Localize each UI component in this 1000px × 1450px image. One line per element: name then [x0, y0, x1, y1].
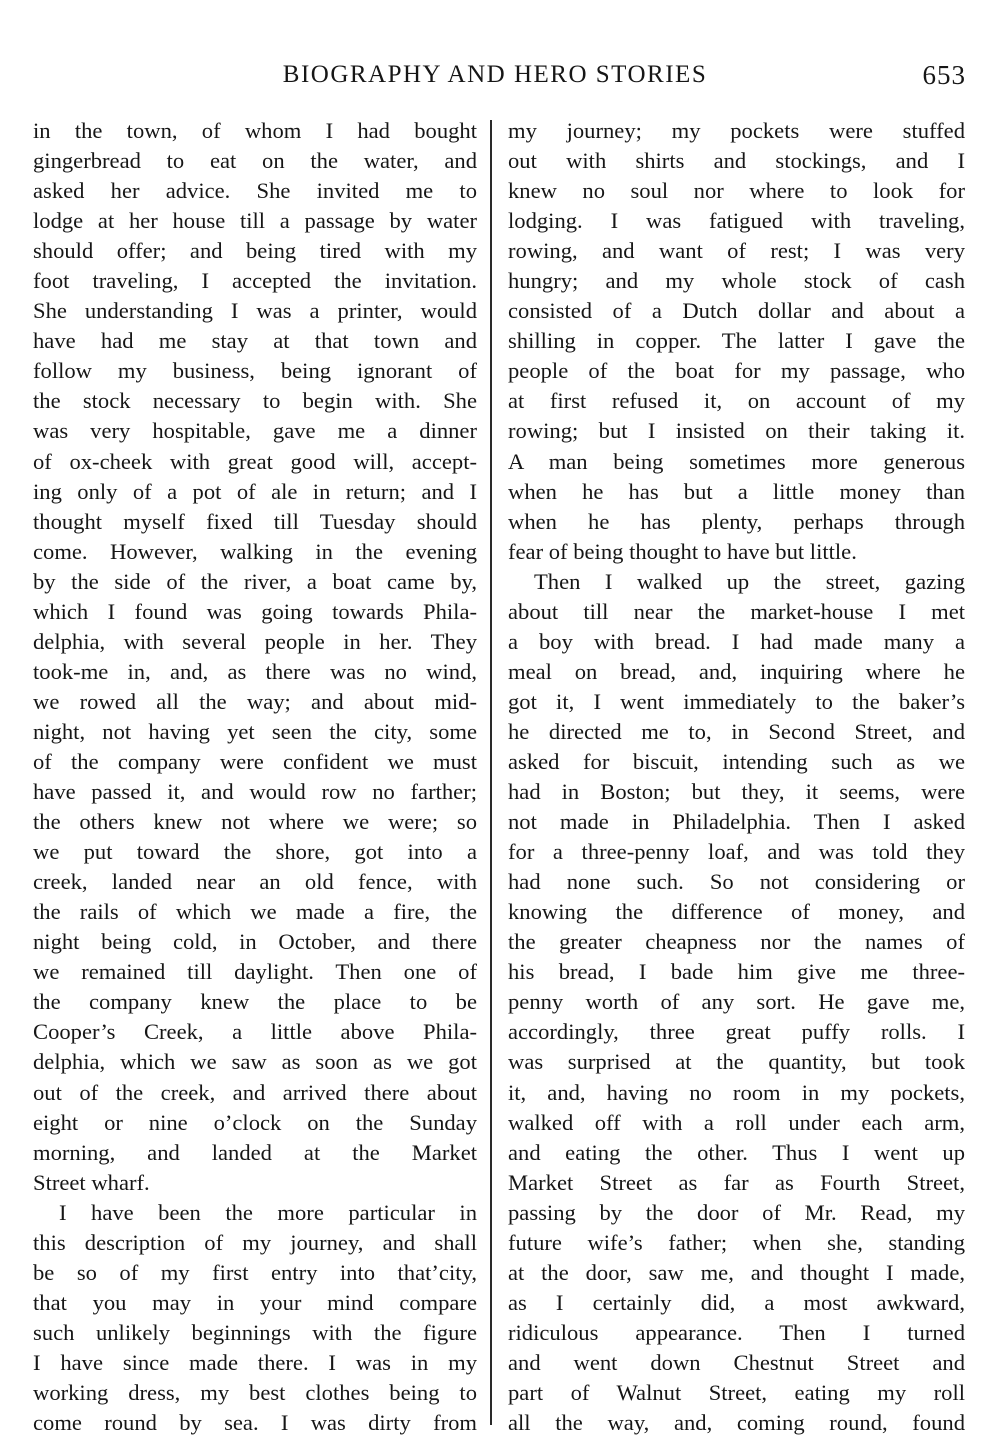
text-line: he directed me to, in Second Street, and	[508, 718, 965, 744]
text-line: ridiculous appearance. Then I turned	[508, 1319, 965, 1345]
text-line: delphia, which we saw as soon as we got	[33, 1049, 477, 1075]
text-line: have had me stay at that town and	[33, 328, 477, 354]
text-line: was surprised at the quantity, but took	[508, 1049, 965, 1075]
text-line: part of Walnut Street, eating my roll	[508, 1379, 965, 1405]
text-line: we remained till daylight. Then one of	[33, 959, 477, 985]
text-line: eight or nine o’clock on the Sunday	[33, 1109, 477, 1135]
text-line: such unlikely beginnings with the figure	[33, 1319, 477, 1345]
text-line: She understanding I was a printer, would	[33, 298, 477, 324]
left-column	[33, 116, 477, 1438]
text-line: future wife’s father; when she, standing	[508, 1229, 965, 1255]
text-line: be so of my first entry into that’city,	[33, 1259, 477, 1285]
text-line: meal on bread, and, inquiring where he	[508, 658, 965, 684]
text-line: had in Boston; but they, it seems, were	[508, 779, 965, 805]
text-line: this description of my journey, and shall	[33, 1229, 477, 1255]
text-line: passing by the door of Mr. Read, my	[508, 1199, 965, 1225]
text-line: Cooper’s Creek, a little above Phila-	[33, 1019, 477, 1045]
text-line: the greater cheapness nor the names of	[508, 929, 965, 955]
text-line: took-me in, and, as there was no wind,	[33, 658, 477, 684]
text-line: rowing; but I insisted on their taking it.	[508, 418, 965, 444]
text-line: lodge at her house till a passage by water	[33, 208, 477, 234]
text-line: A man being sometimes more generous	[508, 448, 965, 474]
text-line: at the door, saw me, and thought I made,	[508, 1259, 965, 1285]
text-line: at first refused it, on account of my	[508, 388, 965, 414]
text-line: thought myself fixed till Tuesday should	[33, 508, 477, 534]
text-line: we rowed all the way; and about mid-	[33, 688, 477, 714]
text-line: and went down Chestnut Street and	[508, 1349, 965, 1375]
text-line: should offer; and being tired with my	[33, 238, 477, 264]
text-line: delphia, with several people in her. They	[33, 628, 477, 654]
text-line: rowing, and want of rest; I was very	[508, 238, 965, 264]
text-line: and eating the other. Thus I went up	[508, 1139, 965, 1165]
text-line: as I certainly did, a most awkward,	[508, 1289, 965, 1315]
text-line: fear of being thought to have but little.	[508, 538, 857, 564]
text-line: Street wharf.	[33, 1169, 150, 1195]
text-line: walked off with a roll under each arm,	[508, 1109, 965, 1135]
text-line: hungry; and my whole stock of cash	[508, 268, 965, 294]
text-line: the others knew not where we were; so	[33, 809, 477, 835]
text-line: knowing the difference of money, and	[508, 899, 965, 925]
text-line: in the town, of whom I had bought	[33, 118, 477, 143]
column-divider	[490, 120, 492, 1425]
text-line: night, not having yet seen the city, some	[33, 718, 477, 744]
text-line: his bread, I bade him give me three-	[508, 959, 965, 985]
text-line: all the way, and, coming round, found	[508, 1410, 965, 1436]
text-line: asked her advice. She invited me to	[33, 178, 477, 204]
text-line: knew no soul nor where to look for	[508, 178, 965, 204]
running-title: BIOGRAPHY AND HERO STORIES	[282, 61, 708, 88]
text-line: I have since made there. I was in my	[33, 1349, 477, 1375]
text-line: out with shirts and stockings, and I	[508, 148, 965, 174]
text-line: when he has but a little money than	[508, 478, 965, 504]
text-line: the rails of which we made a fire, the	[33, 899, 477, 925]
text-line: people of the boat for my passage, who	[508, 358, 965, 384]
text-line: my journey; my pockets were stuffed	[508, 118, 965, 143]
text-line: Then I walked up the street, gazing	[534, 568, 965, 594]
text-line: have passed it, and would row no farther;	[33, 779, 477, 805]
text-line: lodging. I was fatigued with traveling,	[508, 208, 965, 234]
text-line: for a three-penny loaf, and was told they	[508, 839, 965, 865]
text-line: shilling in copper. The latter I gave the	[508, 328, 965, 354]
text-line: the company knew the place to be	[33, 989, 477, 1015]
text-line: penny worth of any sort. He gave me,	[508, 989, 965, 1015]
text-line: come round by sea. I was dirty from	[33, 1410, 477, 1436]
text-line: that you may in your mind compare	[33, 1289, 477, 1315]
text-line: working dress, my best clothes being to	[33, 1379, 477, 1405]
text-line: a boy with bread. I had made many a	[508, 628, 965, 654]
text-line: asked for biscuit, intending such as we	[508, 748, 965, 774]
text-line: we put toward the shore, got into a	[33, 839, 477, 865]
text-line: had none such. So not considering or	[508, 869, 965, 895]
text-line: foot traveling, I accepted the invitation.	[33, 268, 477, 294]
text-line: I have been the more particular in	[59, 1199, 477, 1225]
text-line: follow my business, being ignorant of	[33, 358, 477, 384]
text-line: the stock necessary to begin with. She	[33, 388, 477, 414]
text-line: was very hospitable, gave me a dinner	[33, 418, 477, 444]
text-line: accordingly, three great puffy rolls. I	[508, 1019, 965, 1045]
text-line: when he has plenty, perhaps through	[508, 508, 965, 534]
text-line: which I found was going towards Phila-	[33, 598, 477, 624]
page-header	[0, 58, 1000, 92]
text-line: out of the creek, and arrived there about	[33, 1079, 477, 1105]
text-line: consisted of a Dutch dollar and about a	[508, 298, 965, 324]
text-line: creek, landed near an old fence, with	[33, 869, 477, 895]
text-line: come. However, walking in the evening	[33, 538, 477, 564]
text-line: of ox-cheek with great good will, accept-	[33, 448, 477, 474]
text-line: ing only of a pot of ale in return; and I	[33, 478, 477, 504]
text-line: gingerbread to eat on the water, and	[33, 148, 477, 174]
text-line: of the company were confident we must	[33, 748, 477, 774]
text-line: about till near the market-house I met	[508, 598, 965, 624]
page-number: 653	[922, 60, 966, 90]
text-line: it, and, having no room in my pockets,	[508, 1079, 965, 1105]
text-line: not made in Philadelphia. Then I asked	[508, 809, 965, 835]
right-column	[508, 116, 965, 1438]
text-line: night being cold, in October, and there	[33, 929, 477, 955]
text-line: morning, and landed at the Market	[33, 1139, 477, 1165]
text-line: got it, I went immediately to the baker’s	[508, 688, 965, 714]
text-line: by the side of the river, a boat came by,	[33, 568, 477, 594]
text-line: Market Street as far as Fourth Street,	[508, 1169, 965, 1195]
